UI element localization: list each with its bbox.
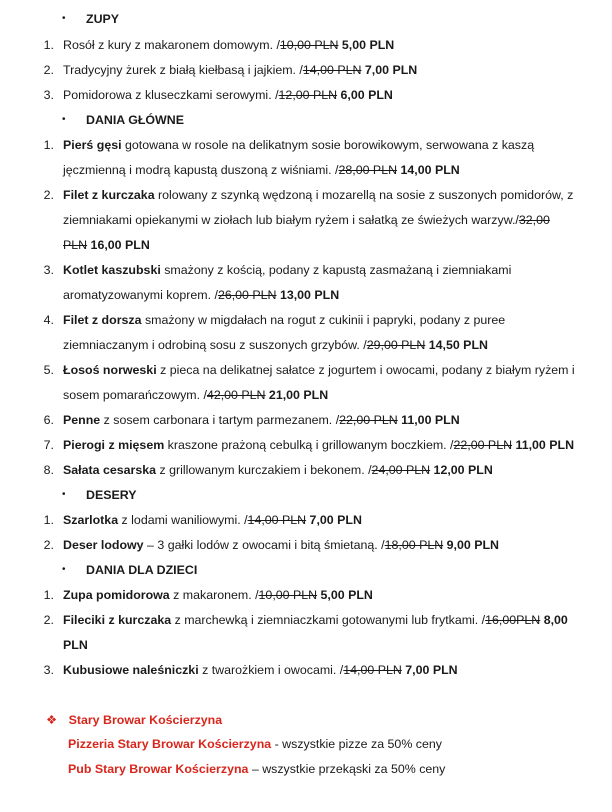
item-text: Filet z kurczaka rolowany z szynką wędzoną i mozarellą na sosie z suszonych pomidorów, z — [63, 188, 574, 202]
item-number: 1. — [43, 513, 54, 527]
item-text: Penne z sosem carbonara i tartym parmezanem. /22,00 PLN 11,00 PLN — [63, 413, 460, 427]
item-number: 7. — [43, 438, 54, 452]
item-number: 3. — [43, 263, 54, 277]
item-text: Łosoś norweski z pieca na delikatnej sałatce z jogurtem i owocami, podany z białym ryżem i — [63, 363, 575, 377]
pizzeria-name: Pizzeria Stary Browar Kościerzyna — [68, 737, 272, 751]
promo-heading — [46, 712, 222, 727]
item-text-cont: aromatyzowanymi koprem. /26,00 PLN 13,00 PLN — [63, 288, 340, 302]
item-text-cont: PLN 16,00 PLN — [63, 238, 150, 252]
item-number: 1. — [43, 38, 54, 52]
item-text: Kubusiowe naleśniczki z twarożkiem i owocami. /14,00 PLN 7,00 PLN — [63, 663, 458, 677]
item-number: 2. — [43, 538, 54, 552]
item-text: Sałata cesarska z grillowanym kurczakiem i bekonem. /24,00 PLN 12,00 PLN — [63, 463, 493, 477]
item-text: Fileciki z kurczaka z marchewką i ziemniaczkami gotowanymi lub frytkami. /16,00PLN 8,00 — [63, 613, 568, 627]
pub-text: – wszystkie przekąski za 50% ceny — [248, 762, 446, 776]
item-text: Szarlotka z lodami waniliowymi. /14,00 PLN 7,00 PLN — [63, 513, 362, 527]
item-number: 2. — [43, 188, 54, 202]
item-text: Kotlet kaszubski smażony z kością, podany z kapustą zasmażaną i ziemniakami — [63, 263, 512, 277]
item-number: 3. — [43, 88, 54, 102]
promo-pub — [68, 762, 445, 776]
item-text-cont: ziemniakami opiekanymi w ziołach lub białym ryżem i sałatką ze świeżych warzyw./32,00 — [63, 213, 550, 227]
bullet-icon: • — [62, 13, 66, 24]
item-number: 5. — [43, 363, 54, 377]
item-text-cont: sosem pomarańczowym. /42,00 PLN 21,00 PLN — [63, 388, 329, 402]
item-number: 1. — [43, 138, 54, 152]
item-text: Filet z dorsza smażony w migdałach na rogut z cukinii i papryki, podany z puree — [63, 313, 506, 327]
pizzeria-text: - wszystkie pizze za 50% ceny — [271, 737, 442, 751]
item-text: Rosół z kury z makaronem domowym. /10,00 PLN 5,00 PLN — [63, 38, 395, 52]
item-number: 2. — [43, 613, 54, 627]
section-title: DANIA GŁÓWNE — [86, 113, 184, 127]
pub-name: Pub Stary Browar Kościerzyna — [68, 762, 249, 776]
bullet-icon: • — [62, 114, 66, 125]
item-number: 3. — [43, 663, 54, 677]
item-number: 2. — [43, 63, 54, 77]
item-number: 1. — [43, 588, 54, 602]
item-number: 8. — [43, 463, 54, 477]
section-title: DANIA DLA DZIECI — [86, 563, 198, 577]
item-text: Zupa pomidorowa z makaronem. /10,00 PLN 5,00 PLN — [63, 588, 373, 602]
item-number: 6. — [43, 413, 54, 427]
bullet-icon: • — [62, 564, 66, 575]
item-text: Pierogi z mięsem kraszone prażoną cebulką i grillowanym boczkiem. /22,00 PLN 11,00 PLN — [63, 438, 575, 452]
section-title: ZUPY — [86, 12, 120, 26]
bullet-icon: • — [62, 489, 66, 500]
diamond-bullet-icon: ❖ — [46, 713, 58, 727]
item-text-cont: ziemniaczanym i odrobiną sosu z suszonych grzybów. /29,00 PLN 14,50 PLN — [63, 338, 488, 352]
item-text: Deser lodowy – 3 gałki lodów z owocami i bitą śmietaną. /18,00 PLN 9,00 PLN — [63, 538, 499, 552]
section-title: DESERY — [86, 488, 137, 502]
item-number: 4. — [43, 313, 54, 327]
item-text-cont: PLN — [63, 638, 88, 652]
item-text: Pomidorowa z kluseczkami serowymi. /12,00 PLN 6,00 PLN — [63, 88, 393, 102]
item-text: Pierś gęsi gotowana w rosole na delikatnym sosie borowikowym, serwowana z kaszą — [63, 138, 535, 152]
item-text: Tradycyjny żurek z białą kiełbasą i jajkiem. /14,00 PLN 7,00 PLN — [63, 63, 418, 77]
promo-title: Stary Browar Kościerzyna — [68, 713, 223, 727]
item-text-cont: jęczmienną i modrą kapustą duszoną z wiśniami. /28,00 PLN 14,00 PLN — [63, 163, 460, 177]
promo-pizzeria — [68, 737, 442, 751]
